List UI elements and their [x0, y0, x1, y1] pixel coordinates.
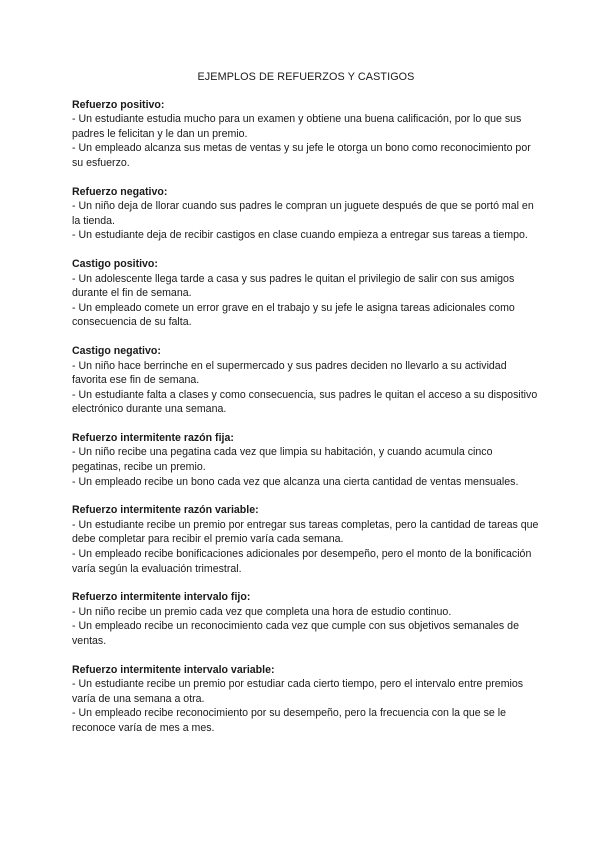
section-refuerzo-positivo [72, 98, 540, 171]
example-item: - Un adolescente llega tarde a casa y sus padres le quitan el privilegio de salir con sus amigos durante el fin de semana. [72, 272, 515, 300]
section-heading: Castigo negativo: [72, 344, 161, 357]
section-heading: Refuerzo negativo: [72, 185, 168, 198]
example-item: - Un niño hace berrinche en el supermercado y sus padres deciden no llevarlo a su actividad favorita ese fin de semana. [72, 359, 507, 387]
example-item: - Un niño recibe una pegatina cada vez que limpia su habitación, y cuando acumula cinco pegatinas, recibe un premio. [72, 446, 493, 474]
section-castigo-negativo [72, 344, 540, 417]
section-heading: Refuerzo positivo: [72, 98, 165, 111]
section-heading: Refuerzo intermitente intervalo variable: [72, 663, 275, 676]
section-intervalo-variable [72, 663, 540, 736]
example-item: - Un empleado recibe un bono cada vez que alcanza una cierta cantidad de ventas mensuales. [72, 475, 519, 488]
example-item: - Un empleado comete un error grave en el trabajo y su jefe le asigna tareas adicionales como consecuencia de su falta. [72, 301, 515, 329]
example-item: - Un niño recibe un premio cada vez que completa una hora de estudio continuo. [72, 605, 452, 618]
example-item: - Un estudiante recibe un premio por entregar sus tareas completas, pero la cantidad de tareas que debe completar para recibir el premio varía cada semana. [72, 518, 539, 546]
section-intervalo-fijo [72, 590, 540, 648]
section-heading: Refuerzo intermitente razón fija: [72, 431, 234, 444]
example-item: - Un empleado recibe reconocimiento por su desempeño, pero la frecuencia con la que se le reconoce varía de mes a mes. [72, 707, 507, 734]
example-item: - Un niño deja de llorar cuando sus padres le compran un juguete después de que se portó mal en la tienda. [72, 200, 534, 227]
section-castigo-positivo [72, 257, 540, 330]
example-item: - Un empleado alcanza sus metas de ventas y su jefe le otorga un bono como reconocimiento por su esfuerzo. [72, 142, 531, 169]
example-item: - Un estudiante falta a clases y como consecuencia, sus padres le quitan el acceso a su dispositivo electrónico durante una semana. [72, 388, 538, 416]
document-title: EJEMPLOS DE REFUERZOS Y CASTIGOS [197, 71, 415, 83]
example-item: - Un estudiante recibe un premio por estudiar cada cierto tiempo, pero el intervalo entre premios varía de una semana a otra. [72, 678, 524, 705]
section-razon-variable [72, 503, 540, 576]
section-heading: Refuerzo intermitente intervalo fijo: [72, 591, 251, 604]
section-heading: Castigo positivo: [72, 257, 158, 270]
example-item: - Un empleado recibe bonificaciones adicionales por desempeño, pero el monto de la bonificación varía según la evaluación trimestral. [72, 548, 532, 575]
example-item: - Un estudiante deja de recibir castigos en clase cuando empieza a entregar sus tareas a tiempo. [72, 229, 528, 242]
section-refuerzo-negativo [72, 185, 540, 243]
section-heading: Refuerzo intermitente razón variable: [72, 504, 259, 517]
example-item: - Un estudiante estudia mucho para un examen y obtiene una buena calificación, por lo que sus padres le felicitan y le dan un premio. [72, 113, 522, 140]
example-item: - Un empleado recibe un reconocimiento cada vez que cumple con sus objetivos semanales de ventas. [72, 620, 519, 647]
section-razon-fija [72, 431, 540, 489]
